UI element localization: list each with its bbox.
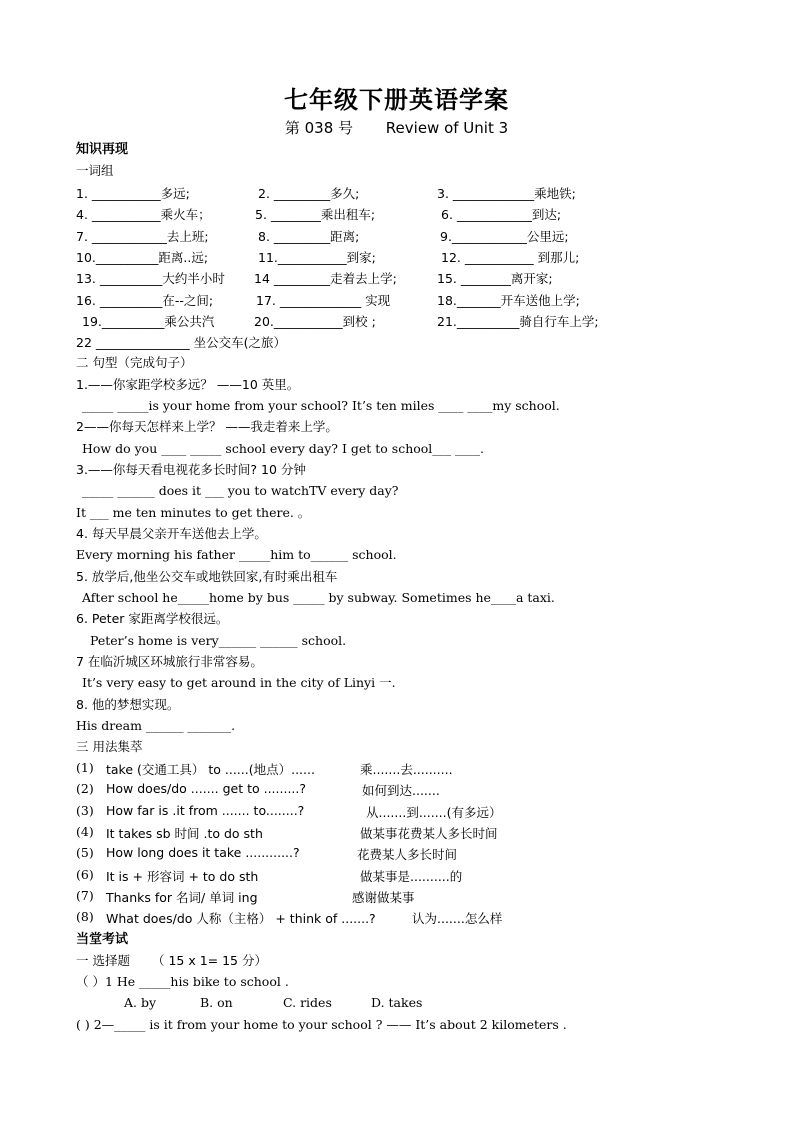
sentence-prompt: 2——你每天怎样来上学？ ——我走着来上学。 xyxy=(76,419,338,434)
sentence-answer: After school he_____home by bus _____ by subway. Sometimes he____a taxi. xyxy=(82,590,555,605)
phrase-item: 21.__________骑自行车上学; xyxy=(437,314,599,329)
section-sentences-heading: 二 句型（完成句子） xyxy=(76,355,193,370)
phrase-item: 5. ________乘出租车; xyxy=(255,207,376,222)
phrase-item: 19.__________乘公共汽 xyxy=(82,314,215,329)
usage-number: (6) xyxy=(76,867,94,882)
question-2-stem: ( ) 2—_____ is it from your home to your school ? —— It’s about 2 kilometers . xyxy=(76,1017,567,1032)
sentence-prompt: 3.——你每天看电视花多长时间? 10 分钟 xyxy=(76,462,306,477)
phrase-item: 12. ___________ 到那儿; xyxy=(441,250,580,265)
usage-pattern: How does/do ....... get to .........? xyxy=(106,781,306,796)
usage-number: (4) xyxy=(76,824,94,839)
sentence-answer: _____ _____is your home from your school? It’s ten miles ____ ____my school. xyxy=(82,398,560,413)
phrase-item: 15. ________离开家; xyxy=(437,271,553,286)
question-1-stem: （ ）1 He _____his bike to school . xyxy=(76,974,289,989)
phrase-item: 10.__________距离..远; xyxy=(76,250,209,265)
sentence-answer: Every morning his father _____him to______ school. xyxy=(76,547,397,562)
phrase-item: 18._______开车送他上学; xyxy=(437,293,580,308)
usage-number: (2) xyxy=(76,781,94,796)
section-test-heading: 当堂考试 xyxy=(76,932,129,947)
phrase-item: 13. __________大约半小时 xyxy=(76,271,225,286)
usage-meaning: 乘.......去.......... xyxy=(360,762,453,777)
sentence-prompt: 6. Peter 家距离学校很远。 xyxy=(76,611,229,626)
usage-number: (7) xyxy=(76,888,94,903)
usage-number: (3) xyxy=(76,803,94,818)
sentence-prompt: 1.——你家距学校多远？ ——10 英里。 xyxy=(76,377,300,392)
page-subtitle xyxy=(0,117,793,138)
sentence-answer: It’s very easy to get around in the city of Linyi 一. xyxy=(82,675,396,690)
phrase-item: 11.___________到家; xyxy=(258,250,376,265)
phrase-item: 8. _________距离; xyxy=(258,229,360,244)
usage-pattern: It is + 形容词 + to do sth xyxy=(106,869,259,884)
usage-pattern: How far is .it from ....... to........? xyxy=(106,803,305,818)
phrase-item: 17. _____________ 实现 xyxy=(256,293,391,308)
sentence-answer: His dream ______ _______. xyxy=(76,718,236,733)
section-knowledge-heading: 知识再现 xyxy=(76,142,129,157)
usage-meaning: 做某事是..........的 xyxy=(360,869,463,884)
sentence-answer: It ___ me ten minutes to get there. 。 xyxy=(76,505,311,520)
section-choice-heading xyxy=(76,952,267,970)
sentence-prompt: 4. 每天早晨父亲开车送他去上学。 xyxy=(76,526,267,541)
phrase-item: 9.____________公里远; xyxy=(440,229,569,244)
choice-title: 一 选择题 xyxy=(76,953,130,968)
usage-pattern: What does/do 人称（主格） + think of .......? xyxy=(106,911,376,926)
worksheet-number: 第 038 号 xyxy=(284,119,354,137)
option-c: C. rides xyxy=(283,995,332,1010)
usage-meaning: 如何到达....... xyxy=(362,783,440,798)
usage-meaning: 从.......到.......(有多远） xyxy=(366,805,502,820)
usage-meaning: 花费某人多长时间 xyxy=(357,847,458,862)
phrase-item: 3. _____________乘地铁; xyxy=(437,186,576,201)
choice-score: （ 15 x 1= 15 分） xyxy=(151,953,267,968)
phrase-item: 7. ____________去上班; xyxy=(76,229,209,244)
section-phrases-heading: 一词组 xyxy=(76,163,114,178)
phrase-item: 14 _________走着去上学; xyxy=(254,271,397,286)
sentence-prompt: 5. 放学后,他坐公交车或地铁回家,有时乘出租车 xyxy=(76,569,338,584)
usage-pattern: take (交通工具） to ......(地点）...... xyxy=(106,762,315,777)
usage-number: (5) xyxy=(76,845,94,860)
usage-meaning: 感谢做某事 xyxy=(352,890,415,905)
page-title: 七年级下册英语学案 xyxy=(284,86,509,114)
usage-meaning: 认为.......怎么样 xyxy=(412,911,503,926)
sentence-answer: _____ ______ does it ___ you to watchTV every day? xyxy=(82,483,399,498)
phrase-item: 1. ___________多远; xyxy=(76,186,190,201)
usage-pattern: Thanks for 名词/ 单词 ing xyxy=(106,890,258,905)
sentence-answer: How do you ____ _____ school every day? I get to school___ ____. xyxy=(82,441,484,456)
phrase-item: 22 _______________ 坐公交车(之旅） xyxy=(76,335,286,350)
option-b: B. on xyxy=(200,995,233,1010)
phrase-item: 4. ___________乘火车； xyxy=(76,207,211,222)
sentence-prompt: 7 在临沂城区环城旅行非常容易。 xyxy=(76,654,263,669)
sentence-answer: Peter’s home is very______ ______ school. xyxy=(90,633,347,648)
option-a: A. by xyxy=(124,995,157,1010)
usage-meaning: 做某事花费某人多长时间 xyxy=(360,826,498,841)
usage-number: (8) xyxy=(76,909,94,924)
option-d: D. takes xyxy=(371,995,423,1010)
usage-pattern: It takes sb 时间 .to do sth xyxy=(106,826,263,841)
phrase-item: 6. ____________到达; xyxy=(441,207,562,222)
phrase-item: 20.___________到校 ; xyxy=(254,314,376,329)
section-usage-heading: 三 用法集萃 xyxy=(76,739,143,754)
phrase-item: 2. _________多久; xyxy=(258,186,360,201)
usage-number: (1) xyxy=(76,760,94,775)
sentence-prompt: 8. 他的梦想实现。 xyxy=(76,697,180,712)
unit-title: Review of Unit 3 xyxy=(385,119,509,137)
phrase-item: 16. __________在--之间; xyxy=(76,293,214,308)
usage-pattern: How long does it take ............? xyxy=(106,845,300,860)
